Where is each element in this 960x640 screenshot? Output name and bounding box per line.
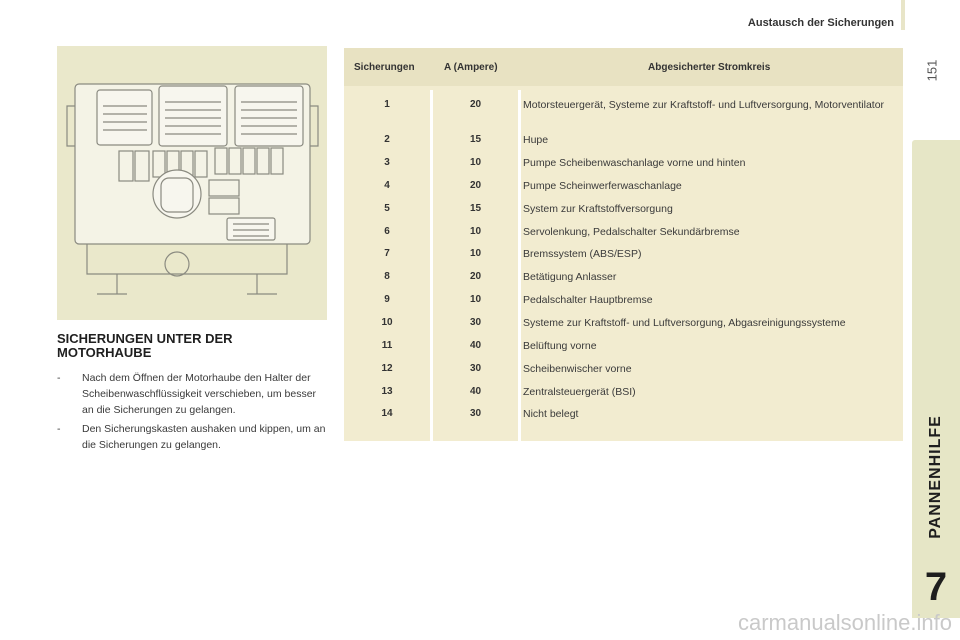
connector-block-2 [159, 86, 227, 146]
chapter-name: PANNENHILFE [927, 415, 944, 539]
relay-module [227, 218, 275, 240]
page-number: 151 [924, 59, 940, 81]
fusebox-illustration [57, 46, 327, 320]
column-separator [518, 90, 521, 441]
watermark-link[interactable]: carmanualsonline.info [737, 610, 952, 635]
connector-block-3 [235, 86, 303, 146]
instruction-step: - Nach dem Öffnen der Motorhaube den Halter der Scheibenwaschflüssigkeit verschieben, um besser an die Sicherungen zu gelangen. [57, 372, 317, 416]
table-header-row [344, 48, 903, 86]
header-fuse: Sicherungen [354, 62, 415, 73]
bracket-feet [97, 274, 277, 294]
fuse-table: Sicherungen A (Ampere) Abgesicherter Stromkreis 1 20 Motorsteuergerät, Systeme zur Kraftstoff- und Luftversorgung, Motorventilator 2 15 Hupe 3 10 Pumpe Scheibenwaschanlage vorne und hinten 4 20 Pumpe Scheinwerferwaschanlage 5 15 System zur Kraftstoffversorgung 6 10 Servolenkung, Pedalschalter Sekundärbremse 7 10 Bremssystem (ABS/ESP) 8 20 Betätigung Anlasser 9 10 Pedalschalter Hauptbremse 10 30 Systeme zur Kraftstoff- und Luftversorgung, Abgasreinigungssysteme 11 40 Belüftung vorne 12 30 Scheibenwischer vorne 13 40 Zentralsteuergerät (BSI) 14 30 Nicht belegt [344, 48, 903, 441]
chapter-number: 7 [912, 556, 960, 618]
header-rule [901, 0, 905, 30]
header-amps: A (Ampere) [444, 62, 498, 73]
section-heading: SICHERUNGEN UNTER DER MOTORHAUBE [57, 331, 233, 360]
bracket-mount [165, 252, 189, 276]
running-title: Austausch der Sicherungen [747, 17, 894, 29]
round-connector [153, 170, 201, 218]
connector-block-1 [97, 90, 152, 145]
instruction-list [57, 370, 327, 456]
header-circuit: Abgesicherter Stromkreis [648, 62, 771, 73]
fusebox-drawing [57, 46, 327, 320]
instruction-step: - Den Sicherungskasten aushaken und kippen, um an die Sicherungen zu gelangen. [57, 423, 326, 451]
